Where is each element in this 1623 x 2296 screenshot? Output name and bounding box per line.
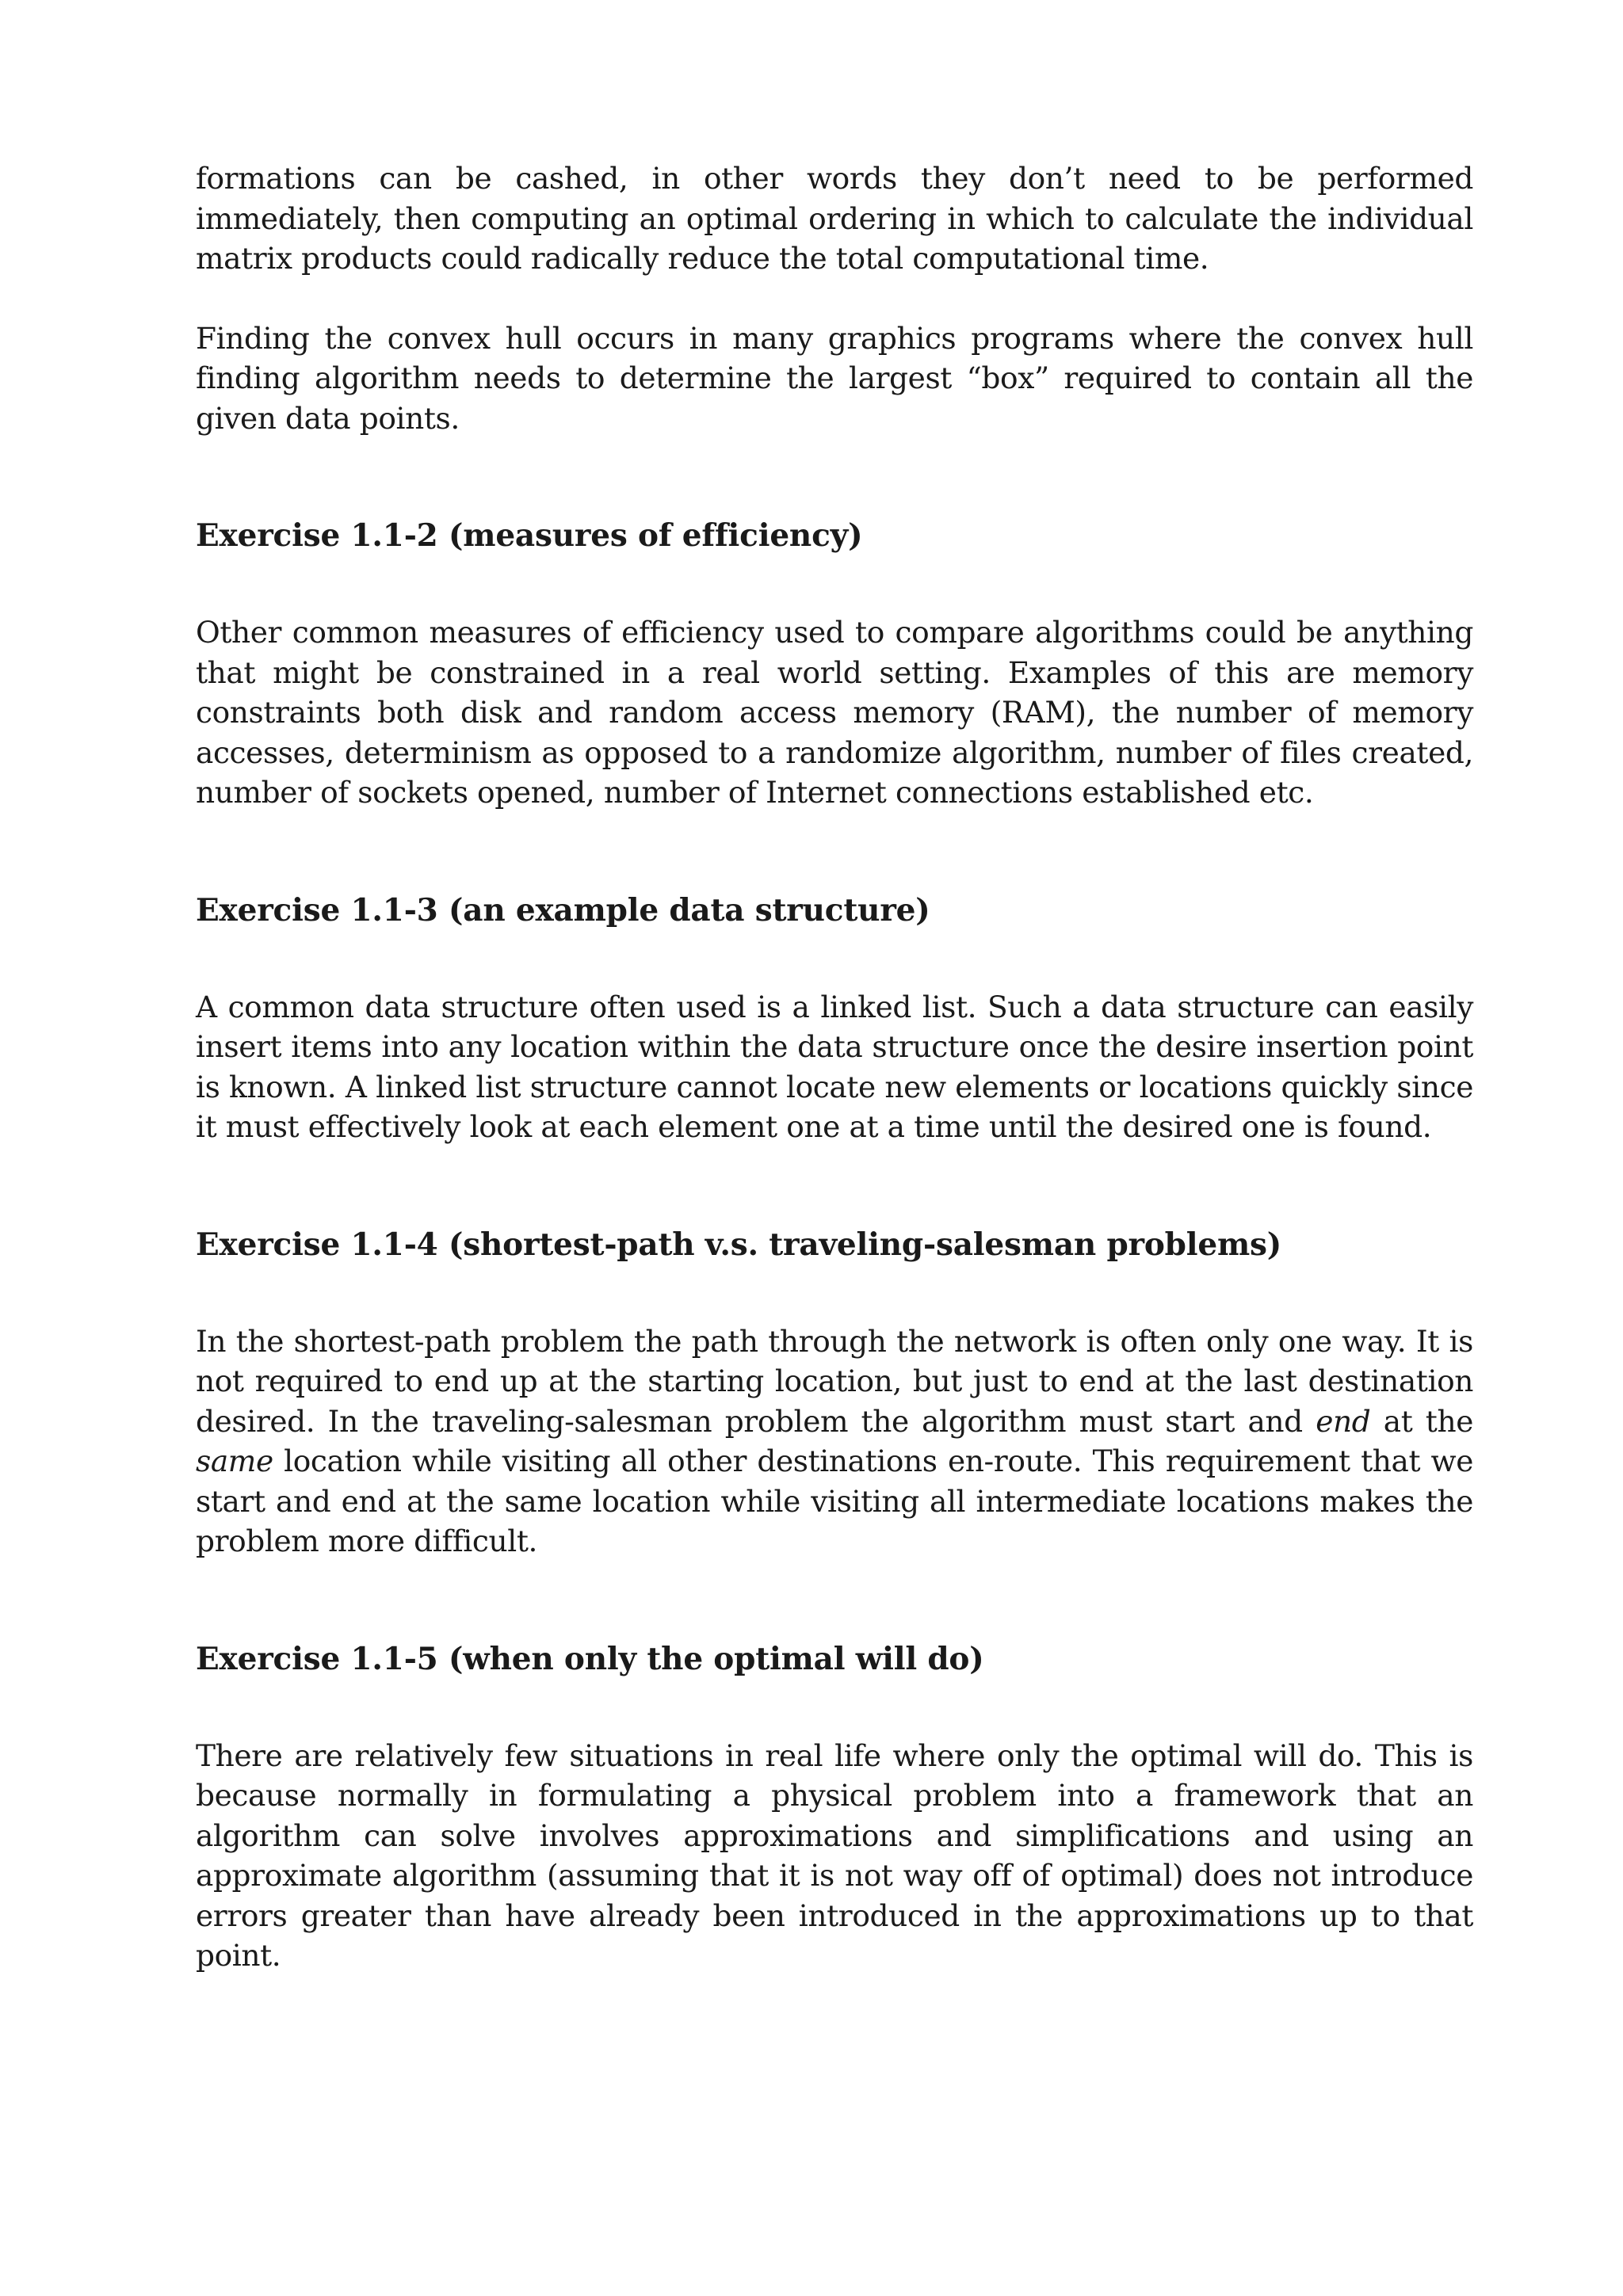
exercise-body-1-1-5: There are relatively few situations in real life where only the optimal will do. This is because normally in formulating a physical problem into a framework that an algorithm can solve involves approximations and simplifications and using an approximate algorithm (assuming that it is not way off of optimal) does not introduce errors greater than have already been introduced in the approximations up to that point. xyxy=(196,1737,1473,1973)
exercise-heading-1-1-4: Exercise 1.1-4 (shortest-path v.s. traveling-salesman problems) xyxy=(196,1226,1282,1263)
body-segment: location while visiting all other destinations en-route. This requirement that we start and end at the same location while visiting all intermediate locations makes the problem more difficult. xyxy=(196,1444,1473,1558)
exercise-heading-1-1-3: Exercise 1.1-3 (an example data structure) xyxy=(196,891,930,929)
convex-hull-paragraph: Finding the convex hull occurs in many graphics programs where the convex hull finding algorithm needs to determine the largest “box” required to contain all the given data points. xyxy=(196,320,1473,436)
emphasis-end: end xyxy=(1316,1403,1371,1439)
page-content xyxy=(196,158,1473,1976)
exercise-heading-1-1-5: Exercise 1.1-5 (when only the optimal will do) xyxy=(196,1640,984,1677)
exercise-body-1-1-4 xyxy=(196,1322,1473,1562)
emphasis-same: same xyxy=(196,1444,273,1478)
exercise-heading-1-1-2: Exercise 1.1-2 (measures of efficiency) xyxy=(196,517,863,554)
intro-continuation-paragraph: formations can be cashed, in other words they don’t need to be performed immediately, then computing an optimal ordering in which to calculate the individual matrix products could radically reduce the total computational time. xyxy=(196,161,1473,276)
body-segment: In the shortest-path problem the path through the network is often only one way. It is not required to end up at the starting location, but just to end at the last destination desired. In the traveling-salesman problem the algorithm must start and xyxy=(196,1323,1473,1439)
body-segment: at the xyxy=(1370,1403,1473,1439)
exercise-body-1-1-3: A common data structure often used is a linked list. Such a data structure can easily insert items into any location within the data structure once the desire insertion point is known. A linked list structure cannot locate new elements or locations quickly since it must effectively look at each element one at a time until the desired one is found. xyxy=(196,989,1473,1144)
exercise-body-1-1-2: Other common measures of efficiency used to compare algorithms could be anything that might be constrained in a real world setting. Examples of this are memory constraints both disk and random access memory (RAM), the number of memory accesses, determinism as opposed to a randomize algorithm, number of files created, number of sockets opened, number of Internet connections established etc. xyxy=(196,615,1473,810)
